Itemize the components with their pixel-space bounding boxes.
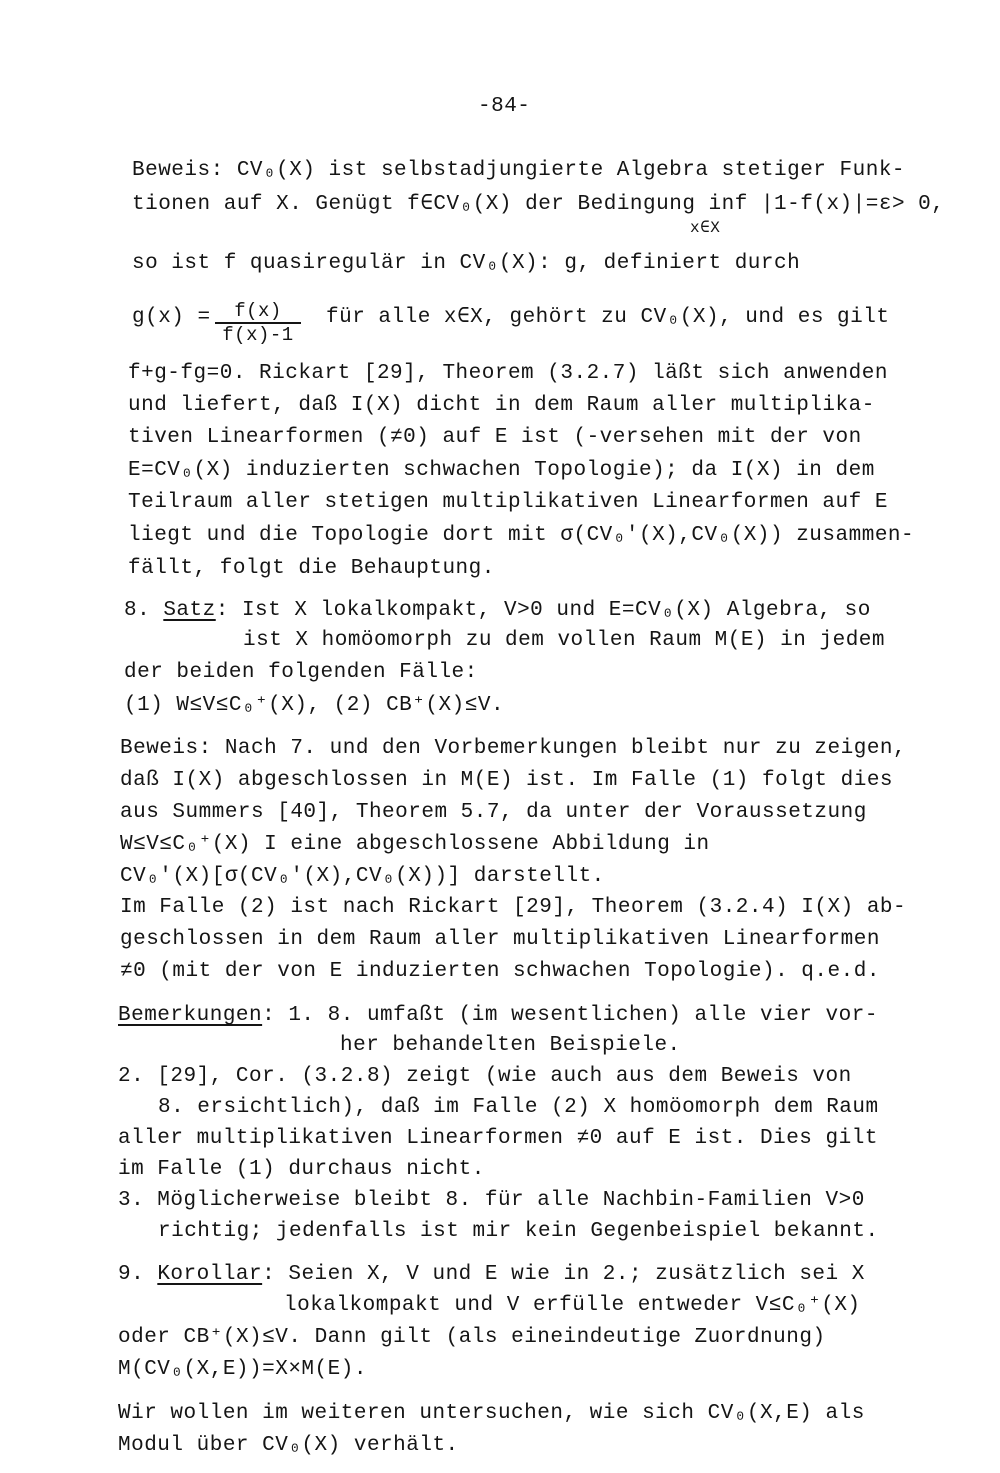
proof2-line-1: Beweis: Nach 7. und den Vorbemerkungen bleibt nur zu zeigen, — [120, 737, 907, 760]
proof1-line-9: Teilraum aller stetigen multiplikativen Linearformen auf E — [128, 491, 888, 514]
korollar9-text-1: : Seien X, V und E wie in 2.; zusätzlich sei X — [262, 1263, 865, 1286]
closing-line-1: Wir wollen im weiteren untersuchen, wie sich CV₀(X,E) als — [118, 1402, 865, 1425]
proof1-line-5: f+g-fg=0. Rickart [29], Theorem (3.2.7) läßt sich anwenden — [128, 362, 888, 385]
korollar9-line-2: lokalkompakt und V erfülle entweder V≤C₀⁺(X) — [284, 1294, 861, 1317]
fraction — [213, 300, 303, 346]
remark2-line-3: aller multiplikativen Linearformen ≠0 auf E ist. Dies gilt — [118, 1127, 878, 1150]
fraction-numerator: f(x) — [234, 300, 282, 322]
closing-line-2: Modul über CV₀(X) verhält. — [118, 1434, 459, 1457]
proof1-line-2: tionen auf X. Genügt f∈CV₀(X) der Bedingung inf |1-f(x)|=ε> 0, — [132, 193, 945, 216]
remark2-line-1: 2. [29], Cor. (3.2.8) zeigt (wie auch aus dem Beweis von — [118, 1065, 852, 1088]
proof1-line-11: fällt, folgt die Behauptung. — [128, 557, 495, 580]
proof2-line-7: geschlossen in dem Raum aller multiplikativen Linearformen — [120, 928, 880, 951]
satz8-line-4: (1) W≤V≤C₀⁺(X), (2) CB⁺(X)≤V. — [124, 694, 505, 717]
korollar9-number: 9. — [118, 1263, 158, 1286]
proof1-line-1: Beweis: CV₀(X) ist selbstadjungierte Algebra stetiger Funk- — [132, 159, 906, 182]
proof1-line-7: tiven Linearformen (≠0) auf E ist (-versehen mit der von — [128, 426, 862, 449]
proof1-line-4-lhs: g(x) = — [132, 306, 211, 329]
satz8-line-3: der beiden folgenden Fälle: — [124, 661, 478, 684]
satz8-label: Satz — [163, 599, 216, 622]
proof1-line-4-rhs: für alle x∈X, gehört zu CV₀(X), und es gilt — [326, 306, 890, 329]
remark2-line-4: im Falle (1) durchaus nicht. — [118, 1158, 485, 1181]
proof2-line-6: Im Falle (2) ist nach Rickart [29], Theorem (3.2.4) I(X) ab- — [120, 896, 907, 919]
satz8-line-1 — [124, 598, 871, 624]
korollar9-label: Korollar — [157, 1263, 263, 1286]
korollar9-line-3: oder CB⁺(X)≤V. Dann gilt (als eineindeutige Zuordnung) — [118, 1326, 826, 1349]
proof2-line-5: CV₀′(X)[σ(CV₀′(X),CV₀(X))] darstellt. — [120, 865, 605, 888]
remark3-line-2: richtig; jedenfalls ist mir kein Gegenbeispiel bekannt. — [158, 1220, 879, 1243]
proof1-line-10: liegt und die Topologie dort mit σ(CV₀′(X),CV₀(X)) zusammen- — [128, 524, 915, 547]
remarks-label: Bemerkungen — [118, 1004, 263, 1027]
proof1-line-8: E=CV₀(X) induzierten schwachen Topologie); da I(X) in dem — [128, 459, 875, 482]
remarks-text-1: : 1. 8. umfaßt (im wesentlichen) alle vier vor- — [262, 1004, 878, 1027]
page-number: -84- — [478, 95, 531, 118]
satz8-text-1: : Ist X lokalkompakt, V>0 und E=CV₀(X) Algebra, so — [215, 599, 871, 622]
proof1-line-6: und liefert, daß I(X) dicht in dem Raum aller multiplika- — [128, 394, 875, 417]
proof2-line-8: ≠0 (mit der von E induzierten schwachen Topologie). q.e.d. — [120, 960, 880, 983]
proof1-line-3: so ist f quasiregulär in CV₀(X): g, definiert durch — [132, 252, 801, 275]
proof2-line-3: aus Summers [40], Theorem 5.7, da unter der Voraussetzung — [120, 801, 867, 824]
remark2-line-2: 8. ersichtlich), daß im Falle (2) X homöomorph dem Raum — [158, 1096, 879, 1119]
satz8-line-2: ist X homöomorph zu dem vollen Raum M(E) in jedem — [243, 629, 886, 652]
remark3-line-1: 3. Möglicherweise bleibt 8. für alle Nachbin-Familien V>0 — [118, 1189, 865, 1212]
korollar9-line-4: M(CV₀(X,E))=X×M(E). — [118, 1358, 367, 1381]
korollar9-line-1 — [118, 1262, 865, 1288]
proof2-line-2: daß I(X) abgeschlossen in M(E) ist. Im Falle (1) folgt dies — [120, 769, 894, 792]
inf-subscript: x∈X — [690, 219, 721, 237]
satz8-number: 8. — [124, 599, 164, 622]
fraction-denominator: f(x)-1 — [222, 324, 294, 346]
remarks-line-2: her behandelten Beispiele. — [340, 1034, 681, 1057]
proof2-line-4: W≤V≤C₀⁺(X) I eine abgeschlossene Abbildung in — [120, 833, 710, 856]
remarks-line-1 — [118, 1003, 878, 1029]
